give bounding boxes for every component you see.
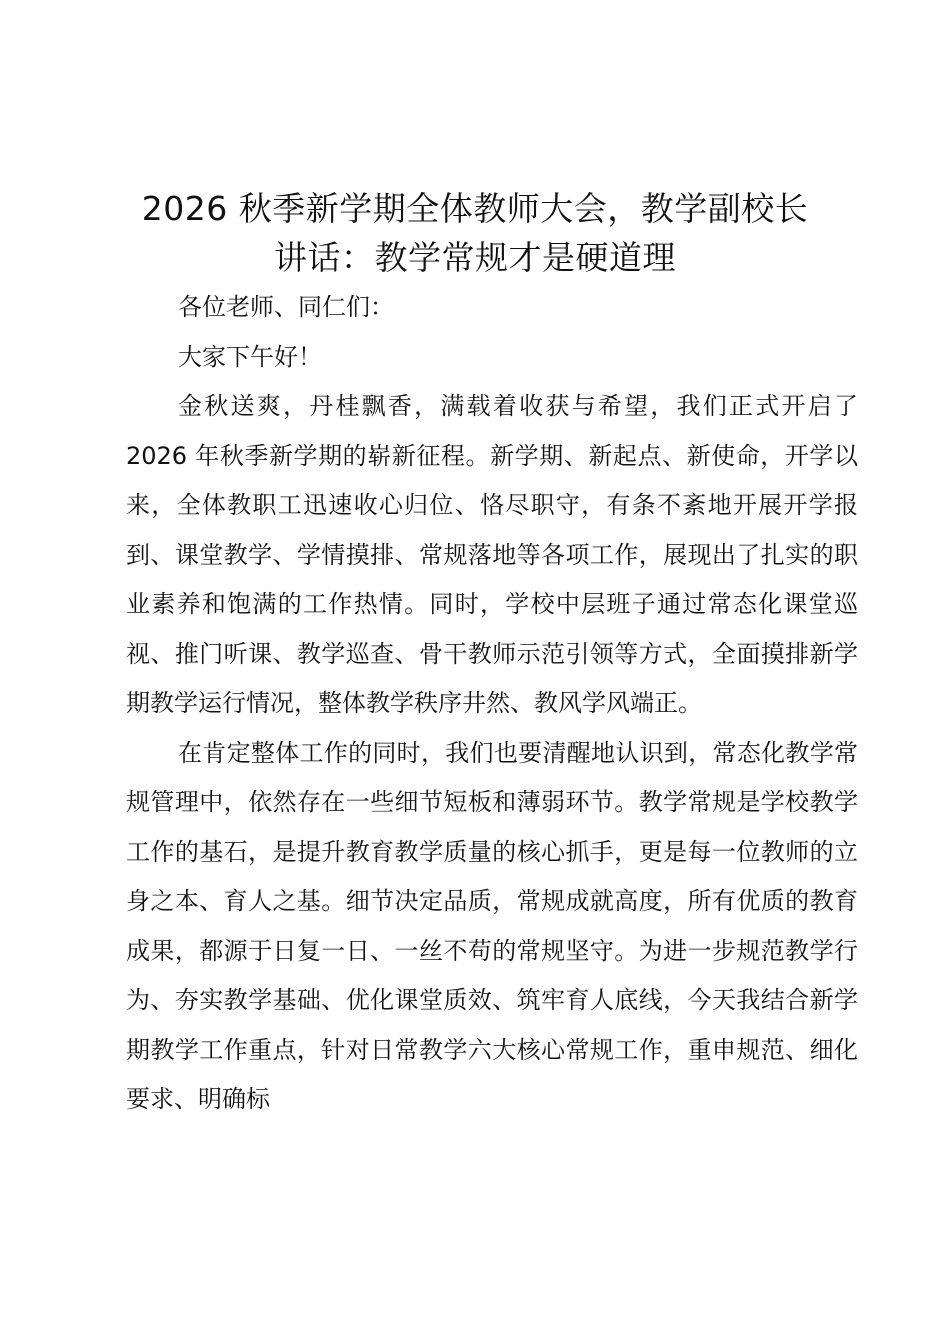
title-line-2: 讲话：教学常规才是硬道理 (274, 238, 676, 277)
body-paragraph: 金秋送爽，丹桂飘香，满载着收获与希望，我们正式开启了 2026 年秋季新学期的崭新征程。新学期、新起点、新使命，开学以来，全体教职工迅速收心归位、恪尽职守，有条不紊地开展开学报到、课堂教学、学情摸排、常规落地等各项工作，展现出了扎实的职业素养和饱满的工作热情。同时，学校中层班子通过常态化课堂巡视、推门听课、教学巡查、骨干教师示范引领等方式，全面摸排新学期教学运行情况，整体教学秩序井然、教风学风端正。 (126, 392, 858, 717)
salutation: 各位老师、同仁们： (178, 293, 394, 321)
greeting: 大家下午好！ (178, 342, 322, 371)
title-line-1: 2026 秋季新学期全体教师大会，教学副校长 (141, 189, 809, 228)
body-paragraph: 在肯定整体工作的同时，我们也要清醒地认识到，常态化教学常规管理中，依然存在一些细节短板和薄弱环节。教学常规是学校教学工作的基石，是提升教育教学质量的核心抓手，更是每一位教师的立身之本、育人之基。细节决定品质，常规成就高度，所有优质的教育成果，都源于日复一日、一丝不苟的常规坚守。为进一步规范教学行为、夯实教学基础、优化课堂质效、筑牢育人底线，今天我结合新学期教学工作重点，针对日常教学六大核心常规工作，重申规范、细化要求、明确标 (126, 738, 858, 1113)
document-title (110, 184, 840, 282)
document-body (126, 283, 858, 1125)
